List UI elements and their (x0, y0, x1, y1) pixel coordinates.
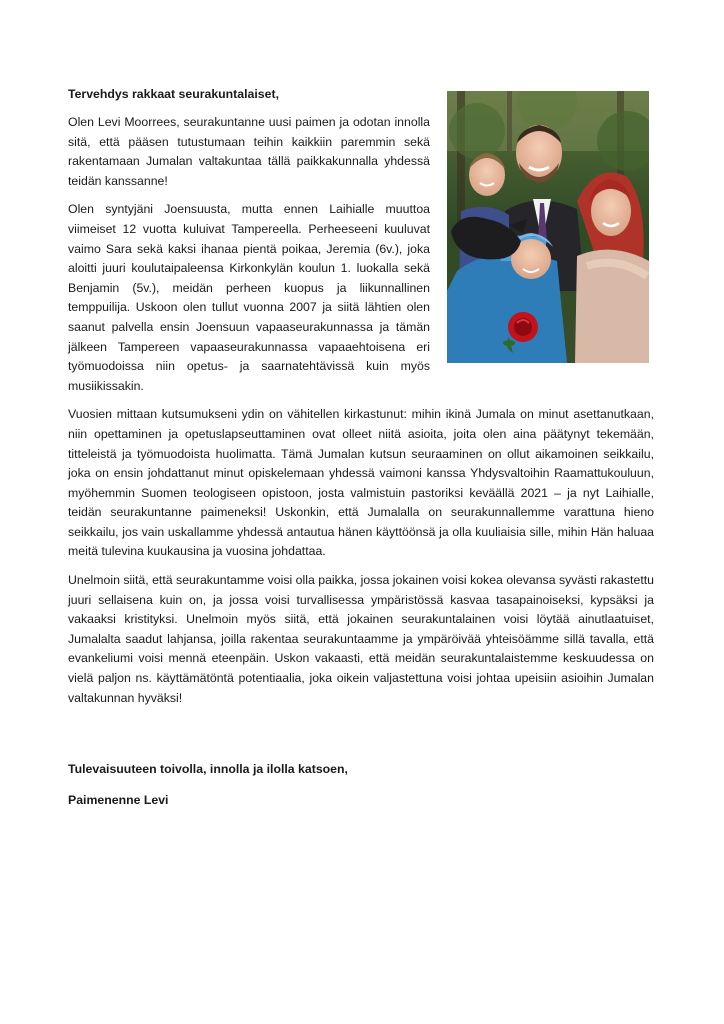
greeting: Tervehdys rakkaat seurakuntalaiset, (68, 87, 279, 101)
closing-line: Tulevaisuuteen toivolla, innolla ja ilolla katsoen, (68, 762, 348, 776)
paragraph-calling: Vuosien mittaan kutsumukseni ydin on vähitellen kirkastunut: mihin ikinä Jumala on minut asettanutkaan, niin opettaminen ja opetuslapseuttaminen ovat olleet niitä asioita, joita olen aina päätynyt tekemään, titteleistä ja työmuodoista huolimatta. Tämä Jumalan kutsun seuraaminen on ollut aikamoinen seikkailu, joka on ensin johdattanut minut opiskelemaan yhdessä vaimoni kanssa Yhdysvaltoihin Raamattukouluun, myöhemmin Suomen teologiseen opistoon, josta valmistuin pastoriksi keväällä 2021 – ja nyt Laihialle, teidän seurakuntanne paimeneksi! Uskonkin, että Jumalalla on seurakunnallemme varattuna hieno seikkailu, jos vain uskallamme yhdessä antautua hänen käyttöönsä ja olla kuuliaisia sille, mihin Hän haluaa meitä tulevina kuukausina ja vuosina johdattaa. (68, 407, 654, 559)
letter-body (68, 85, 654, 717)
paragraph-dream: Unelmoin siitä, että seurakuntamme voisi olla paikka, jossa jokainen voisi kokea olevansa syvästi rakastettu juuri sellaisena kuin on, ja jossa voisi turvallisessa ympäristössä kasvaa tasapainoiseksi, kypsäksi ja vakaaksi kristityksi. Unelmoin myös siitä, että jokainen seurakuntalainen voisi löytää ainutlaatuiset, Jumalalta saadut lahjansa, joilla rakentaa seurakuntaamme ja ympäröivää yhteisöämme sillä tavalla, että evankeliumi voisi mennä eteenpäin. Uskon vakaasti, että meidän seurakuntalaistemme keskuudessa on vielä paljon ns. käyttämätöntä potentiaalia, joka oikein valjastettuna voisi johtaa upeisiin asioihin Jumalan valtakunnan hyväksi! (68, 573, 654, 705)
paragraph-family: Olen syntyjäni Joensuusta, mutta ennen Laihialle muuttoa viimeiset 12 vuotta kuluivat Tampereella. Perheeseeni kuuluvat vaimo Sara sekä kaksi ihanaa pientä poikaa, Jeremia (6v.), joka aloitti juuri koulutaipaleensa Kirkonkylän koulun 1. luokalla sekä Benjamin (5v.), meidän perheen kuopus ja liikunnallinen temppuilija. Uskoon olen tullut vuonna 2007 ja siitä lähtien olen saanut palvella ensin Joensuun vapaaseurakunnassa ja tämän jälkeen Tampereen vapaaseurakunnassa vapaaehtoisena eri työmuodoissa niin opetus- ja saarnatehtävissä kuin myös musiikissakin. (68, 202, 430, 393)
paragraph-introduction: Olen Levi Moorrees, seurakuntanne uusi paimen ja odotan innolla sitä, että pääsen tutustumaan teihin kaikkiin paremmin sekä rakentamaan Jumalan valtakuntaa tällä paikkakunnalla yhdessä teidän kanssanne! (68, 115, 430, 188)
signature: Paimenenne Levi (68, 793, 169, 807)
